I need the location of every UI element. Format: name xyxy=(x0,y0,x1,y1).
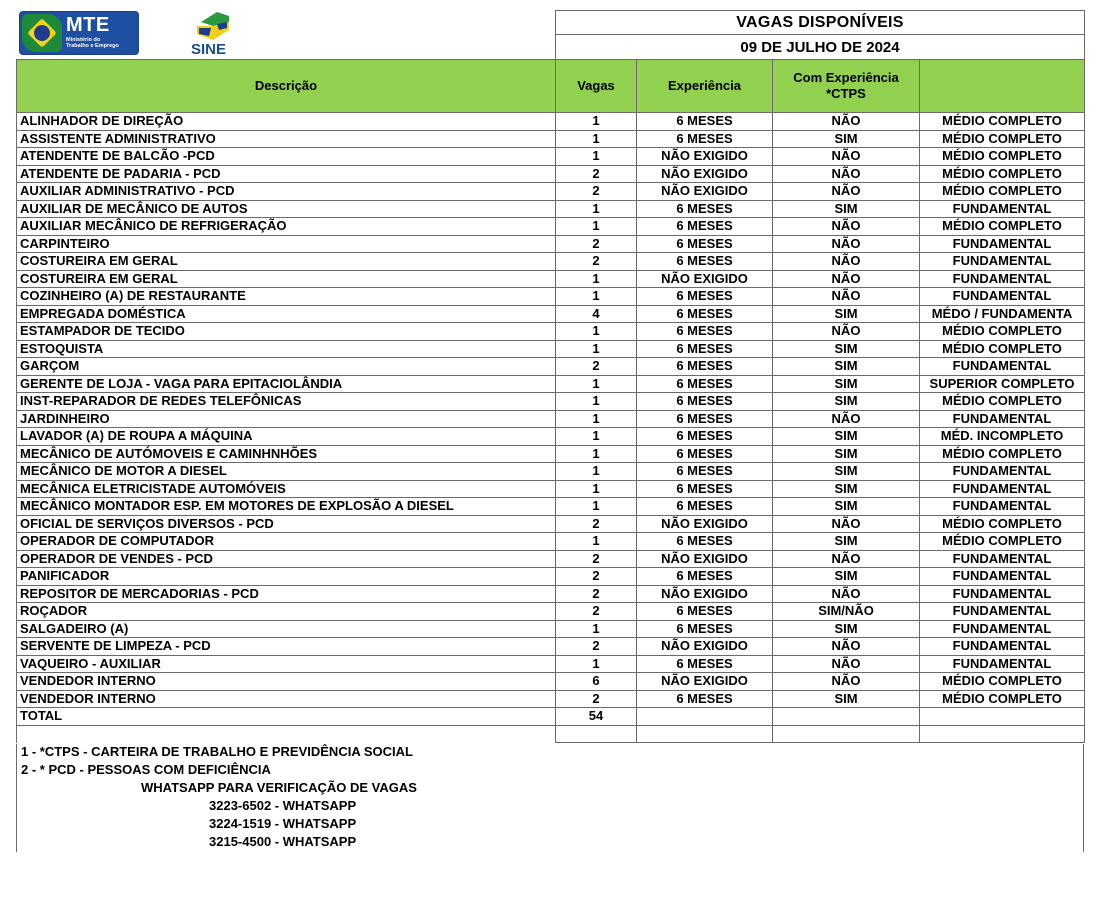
cell-escolaridade: MÉDIO COMPLETO xyxy=(920,148,1085,166)
cell-ctps: NÃO xyxy=(773,585,920,603)
table-row xyxy=(17,235,1085,253)
cell-experiencia: 6 MESES xyxy=(637,498,773,516)
cell-experiencia: 6 MESES xyxy=(637,463,773,481)
cell-descricao: AUXILIAR ADMINISTRATIVO - PCD xyxy=(17,183,556,201)
cell-descricao: COSTUREIRA EM GERAL xyxy=(17,270,556,288)
cell-ctps: SIM/NÃO xyxy=(773,603,920,621)
cell-ctps: SIM xyxy=(773,393,920,411)
cell-vagas: 2 xyxy=(556,515,637,533)
cell-experiencia: NÃO EXIGIDO xyxy=(637,673,773,691)
cell-descricao: INST-REPARADOR DE REDES TELEFÔNICAS xyxy=(17,393,556,411)
table-row xyxy=(17,463,1085,481)
column-header-vagas: Vagas xyxy=(556,60,637,113)
cell-vagas: 1 xyxy=(556,130,637,148)
cell-descricao: JARDINHEIRO xyxy=(17,410,556,428)
cell-descricao: COSTUREIRA EM GERAL xyxy=(17,253,556,271)
cell-descricao: OPERADOR DE VENDES - PCD xyxy=(17,550,556,568)
column-header-descricao: Descrição xyxy=(17,60,556,113)
cell-descricao: VAQUEIRO - AUXILIAR xyxy=(17,655,556,673)
cell-escolaridade: FUNDAMENTAL xyxy=(920,568,1085,586)
cell-experiencia: 6 MESES xyxy=(637,235,773,253)
mte-subtitle-line-2: Trabalho e Emprego xyxy=(66,43,119,49)
cell-experiencia: 6 MESES xyxy=(637,445,773,463)
table-row xyxy=(17,603,1085,621)
cell-escolaridade: FUNDAMENTAL xyxy=(920,480,1085,498)
cell-descricao: VENDEDOR INTERNO xyxy=(17,690,556,708)
cell-vagas: 2 xyxy=(556,585,637,603)
table-row xyxy=(17,393,1085,411)
whatsapp-heading: WHATSAPP PARA VERIFICAÇÃO DE VAGAS xyxy=(141,780,417,795)
cell-experiencia: NÃO EXIGIDO xyxy=(637,638,773,656)
blank-cell xyxy=(773,725,920,743)
cell-vagas: 2 xyxy=(556,235,637,253)
cell-vagas: 1 xyxy=(556,218,637,236)
cell-vagas: 1 xyxy=(556,655,637,673)
column-header-experiencia: Experiência xyxy=(637,60,773,113)
blank-cell xyxy=(556,725,637,743)
cell-ctps: SIM xyxy=(773,428,920,446)
cell-descricao: PANIFICADOR xyxy=(17,568,556,586)
cell-vagas: 1 xyxy=(556,480,637,498)
cell-escolaridade: MÉDIO COMPLETO xyxy=(920,445,1085,463)
footnote-ctps: 1 - *CTPS - CARTEIRA DE TRABALHO E PREVIDÊNCIA SOCIAL xyxy=(21,744,413,759)
table-row xyxy=(17,288,1085,306)
page-right-border xyxy=(1083,744,1084,852)
page-date: 09 DE JULHO DE 2024 xyxy=(556,35,1085,60)
table-row xyxy=(17,655,1085,673)
column-header-ctps xyxy=(773,60,920,113)
cell-descricao: ESTOQUISTA xyxy=(17,340,556,358)
cell-ctps: NÃO xyxy=(773,113,920,131)
logo-cell xyxy=(17,11,556,60)
cell-vagas: 2 xyxy=(556,253,637,271)
column-header-ctps-line2: *CTPS xyxy=(826,86,866,101)
cell-escolaridade: MÉDIO COMPLETO xyxy=(920,340,1085,358)
blank-cell xyxy=(920,725,1085,743)
cell-ctps: SIM xyxy=(773,305,920,323)
footnotes xyxy=(16,744,557,852)
cell-vagas: 1 xyxy=(556,288,637,306)
cell-vagas: 2 xyxy=(556,603,637,621)
cell-descricao: LAVADOR (A) DE ROUPA A MÁQUINA xyxy=(17,428,556,446)
job-vacancies-table xyxy=(16,10,1085,743)
cell-vagas: 2 xyxy=(556,638,637,656)
cell-ctps: SIM xyxy=(773,498,920,516)
cell-ctps: NÃO xyxy=(773,515,920,533)
mte-subtitle-line-1: Ministério do xyxy=(66,37,101,43)
cell-experiencia: 6 MESES xyxy=(637,620,773,638)
table-row xyxy=(17,638,1085,656)
cell-experiencia: 6 MESES xyxy=(637,533,773,551)
cell-experiencia: 6 MESES xyxy=(637,288,773,306)
cell-ctps: SIM xyxy=(773,463,920,481)
table-row xyxy=(17,253,1085,271)
cell-escolaridade: FUNDAMENTAL xyxy=(920,585,1085,603)
whatsapp-contact: 3215-4500 - WHATSAPP xyxy=(209,834,357,849)
cell-descricao: GARÇOM xyxy=(17,358,556,376)
cell-escolaridade: FUNDAMENTAL xyxy=(920,358,1085,376)
table-row xyxy=(17,428,1085,446)
cell-escolaridade: MÉDIO COMPLETO xyxy=(920,673,1085,691)
cell-descricao: MECÂNICA ELETRICISTADE AUTOMÓVEIS xyxy=(17,480,556,498)
cell-vagas: 2 xyxy=(556,183,637,201)
cell-escolaridade: MÉDO / FUNDAMENTA xyxy=(920,305,1085,323)
cell-ctps: NÃO xyxy=(773,165,920,183)
total-empty-cell xyxy=(920,708,1085,726)
table-row xyxy=(17,218,1085,236)
cell-ctps: SIM xyxy=(773,445,920,463)
cell-vagas: 2 xyxy=(556,358,637,376)
blank-row xyxy=(17,725,1085,743)
table-row xyxy=(17,550,1085,568)
total-row xyxy=(17,708,1085,726)
table-row xyxy=(17,165,1085,183)
cell-escolaridade: MÉDIO COMPLETO xyxy=(920,183,1085,201)
cell-escolaridade: FUNDAMENTAL xyxy=(920,200,1085,218)
cell-vagas: 1 xyxy=(556,340,637,358)
table-row xyxy=(17,673,1085,691)
cell-experiencia: 6 MESES xyxy=(637,340,773,358)
cell-experiencia: 6 MESES xyxy=(637,200,773,218)
cell-experiencia: 6 MESES xyxy=(637,655,773,673)
cell-ctps: NÃO xyxy=(773,235,920,253)
whatsapp-contact: 3223-6502 - WHATSAPP xyxy=(209,798,357,813)
cell-ctps: NÃO xyxy=(773,655,920,673)
cell-escolaridade: FUNDAMENTAL xyxy=(920,270,1085,288)
table-row xyxy=(17,200,1085,218)
cell-experiencia: 6 MESES xyxy=(637,393,773,411)
column-header-escolaridade xyxy=(920,60,1085,113)
page-title: VAGAS DISPONÍVEIS xyxy=(556,11,1085,35)
cell-ctps: SIM xyxy=(773,480,920,498)
table-row xyxy=(17,533,1085,551)
cell-vagas: 1 xyxy=(556,148,637,166)
cell-descricao: MECÂNICO DE AUTÓMOVEIS E CAMINHNHÕES xyxy=(17,445,556,463)
cell-ctps: SIM xyxy=(773,340,920,358)
cell-vagas: 2 xyxy=(556,690,637,708)
cell-escolaridade: FUNDAMENTAL xyxy=(920,463,1085,481)
cell-vagas: 1 xyxy=(556,428,637,446)
cell-escolaridade: FUNDAMENTAL xyxy=(920,498,1085,516)
total-empty-cell xyxy=(637,708,773,726)
cell-escolaridade: FUNDAMENTAL xyxy=(920,655,1085,673)
cell-ctps: NÃO xyxy=(773,673,920,691)
cell-vagas: 1 xyxy=(556,113,637,131)
cell-descricao: VENDEDOR INTERNO xyxy=(17,673,556,691)
cell-experiencia: NÃO EXIGIDO xyxy=(637,165,773,183)
cell-descricao: ATENDENTE DE BALCÃO -PCD xyxy=(17,148,556,166)
cell-descricao: AUXILIAR MECÂNICO DE REFRIGERAÇÃO xyxy=(17,218,556,236)
column-header-ctps-line1: Com Experiência xyxy=(793,70,899,85)
cell-escolaridade: FUNDAMENTAL xyxy=(920,620,1085,638)
table-row xyxy=(17,323,1085,341)
cell-experiencia: NÃO EXIGIDO xyxy=(637,148,773,166)
table-row xyxy=(17,305,1085,323)
cell-ctps: SIM xyxy=(773,568,920,586)
cell-escolaridade: FUNDAMENTAL xyxy=(920,638,1085,656)
cell-ctps: SIM xyxy=(773,200,920,218)
cell-experiencia: 6 MESES xyxy=(637,130,773,148)
cell-vagas: 1 xyxy=(556,445,637,463)
total-label: TOTAL xyxy=(17,708,556,726)
cell-descricao: COZINHEIRO (A) DE RESTAURANTE xyxy=(17,288,556,306)
cell-ctps: NÃO xyxy=(773,288,920,306)
table-row xyxy=(17,183,1085,201)
cell-vagas: 1 xyxy=(556,620,637,638)
table-row xyxy=(17,358,1085,376)
whatsapp-contact: 3224-1519 - WHATSAPP xyxy=(209,816,357,831)
cell-descricao: GERENTE DE LOJA - VAGA PARA EPITACIOLÂNDIA xyxy=(17,375,556,393)
table-row xyxy=(17,130,1085,148)
cell-escolaridade: MÉDIO COMPLETO xyxy=(920,393,1085,411)
cell-experiencia: 6 MESES xyxy=(637,690,773,708)
cell-ctps: SIM xyxy=(773,690,920,708)
cell-vagas: 1 xyxy=(556,200,637,218)
cell-descricao: SALGADEIRO (A) xyxy=(17,620,556,638)
sine-logo-text: SINE xyxy=(191,41,227,58)
cell-vagas: 2 xyxy=(556,165,637,183)
cell-escolaridade: FUNDAMENTAL xyxy=(920,235,1085,253)
cell-vagas: 1 xyxy=(556,533,637,551)
cell-descricao: SERVENTE DE LIMPEZA - PCD xyxy=(17,638,556,656)
table-row xyxy=(17,113,1085,131)
cell-vagas: 1 xyxy=(556,375,637,393)
table-row xyxy=(17,445,1085,463)
cell-vagas: 1 xyxy=(556,323,637,341)
cell-escolaridade: SUPERIOR COMPLETO xyxy=(920,375,1085,393)
cell-descricao: EMPREGADA DOMÉSTICA xyxy=(17,305,556,323)
table-row xyxy=(17,410,1085,428)
cell-escolaridade: MÉDIO COMPLETO xyxy=(920,165,1085,183)
cell-ctps: NÃO xyxy=(773,253,920,271)
cell-escolaridade: FUNDAMENTAL xyxy=(920,288,1085,306)
cell-descricao: AUXILIAR DE MECÂNICO DE AUTOS xyxy=(17,200,556,218)
cell-experiencia: NÃO EXIGIDO xyxy=(637,550,773,568)
cell-ctps: NÃO xyxy=(773,638,920,656)
cell-descricao: MECÂNICO MONTADOR ESP. EM MOTORES DE EXPLOSÃO A DIESEL xyxy=(17,498,556,516)
cell-vagas: 1 xyxy=(556,463,637,481)
cell-ctps: NÃO xyxy=(773,550,920,568)
cell-ctps: SIM xyxy=(773,620,920,638)
table-row xyxy=(17,340,1085,358)
cell-experiencia: 6 MESES xyxy=(637,358,773,376)
cell-experiencia: NÃO EXIGIDO xyxy=(637,183,773,201)
table-row xyxy=(17,148,1085,166)
cell-descricao: OPERADOR DE COMPUTADOR xyxy=(17,533,556,551)
total-value: 54 xyxy=(556,708,637,726)
table-body xyxy=(17,113,1085,708)
cell-escolaridade: MÉDIO COMPLETO xyxy=(920,515,1085,533)
cell-escolaridade: FUNDAMENTAL xyxy=(920,410,1085,428)
cell-escolaridade: MÉDIO COMPLETO xyxy=(920,690,1085,708)
cell-experiencia: 6 MESES xyxy=(637,323,773,341)
blank-cell xyxy=(17,725,556,743)
cell-descricao: ESTAMPADOR DE TECIDO xyxy=(17,323,556,341)
table-row xyxy=(17,585,1085,603)
cell-experiencia: 6 MESES xyxy=(637,568,773,586)
cell-experiencia: NÃO EXIGIDO xyxy=(637,515,773,533)
cell-experiencia: 6 MESES xyxy=(637,375,773,393)
blank-cell xyxy=(637,725,773,743)
cell-ctps: SIM xyxy=(773,533,920,551)
cell-vagas: 1 xyxy=(556,410,637,428)
cell-experiencia: 6 MESES xyxy=(637,480,773,498)
cell-ctps: SIM xyxy=(773,375,920,393)
cell-ctps: NÃO xyxy=(773,183,920,201)
cell-vagas: 1 xyxy=(556,270,637,288)
cell-vagas: 2 xyxy=(556,550,637,568)
total-empty-cell xyxy=(773,708,920,726)
cell-descricao: ROÇADOR xyxy=(17,603,556,621)
table-row xyxy=(17,568,1085,586)
cell-descricao: ALINHADOR DE DIREÇÃO xyxy=(17,113,556,131)
cell-escolaridade: MÉDIO COMPLETO xyxy=(920,113,1085,131)
cell-vagas: 1 xyxy=(556,393,637,411)
cell-descricao: ASSISTENTE ADMINISTRATIVO xyxy=(17,130,556,148)
footnote-pcd: 2 - * PCD - PESSOAS COM DEFICIÊNCIA xyxy=(21,762,271,777)
cell-experiencia: 6 MESES xyxy=(637,113,773,131)
cell-experiencia: 6 MESES xyxy=(637,305,773,323)
cell-descricao: MECÂNICO DE MOTOR A DIESEL xyxy=(17,463,556,481)
cell-vagas: 2 xyxy=(556,568,637,586)
table-header-row xyxy=(17,60,1085,113)
table-row xyxy=(17,690,1085,708)
cell-descricao: CARPINTEIRO xyxy=(17,235,556,253)
cell-experiencia: 6 MESES xyxy=(637,410,773,428)
cell-ctps: NÃO xyxy=(773,323,920,341)
cell-escolaridade: FUNDAMENTAL xyxy=(920,253,1085,271)
cell-ctps: SIM xyxy=(773,130,920,148)
cell-escolaridade: FUNDAMENTAL xyxy=(920,603,1085,621)
cell-escolaridade: MÉDIO COMPLETO xyxy=(920,533,1085,551)
cell-ctps: NÃO xyxy=(773,270,920,288)
cell-vagas: 6 xyxy=(556,673,637,691)
cell-descricao: ATENDENTE DE PADARIA - PCD xyxy=(17,165,556,183)
cell-ctps: SIM xyxy=(773,358,920,376)
title-row xyxy=(17,11,1085,35)
cell-vagas: 1 xyxy=(556,498,637,516)
table-row xyxy=(17,480,1085,498)
cell-experiencia: NÃO EXIGIDO xyxy=(637,585,773,603)
cell-descricao: REPOSITOR DE MERCADORIAS - PCD xyxy=(17,585,556,603)
cell-escolaridade: MÉDIO COMPLETO xyxy=(920,323,1085,341)
cell-descricao: OFICIAL DE SERVIÇOS DIVERSOS - PCD xyxy=(17,515,556,533)
cell-experiencia: 6 MESES xyxy=(637,253,773,271)
cell-experiencia: 6 MESES xyxy=(637,428,773,446)
table-row xyxy=(17,270,1085,288)
cell-experiencia: 6 MESES xyxy=(637,603,773,621)
cell-ctps: NÃO xyxy=(773,218,920,236)
table-row xyxy=(17,620,1085,638)
cell-ctps: NÃO xyxy=(773,148,920,166)
cell-escolaridade: MÉDIO COMPLETO xyxy=(920,130,1085,148)
cell-experiencia: 6 MESES xyxy=(637,218,773,236)
cell-vagas: 4 xyxy=(556,305,637,323)
table-row xyxy=(17,515,1085,533)
cell-ctps: NÃO xyxy=(773,410,920,428)
cell-escolaridade: MÉDIO COMPLETO xyxy=(920,218,1085,236)
cell-escolaridade: FUNDAMENTAL xyxy=(920,550,1085,568)
cell-experiencia: NÃO EXIGIDO xyxy=(637,270,773,288)
table-row xyxy=(17,375,1085,393)
cell-escolaridade: MÉD. INCOMPLETO xyxy=(920,428,1085,446)
mte-logo-text: MTE xyxy=(66,14,110,36)
table-row xyxy=(17,498,1085,516)
